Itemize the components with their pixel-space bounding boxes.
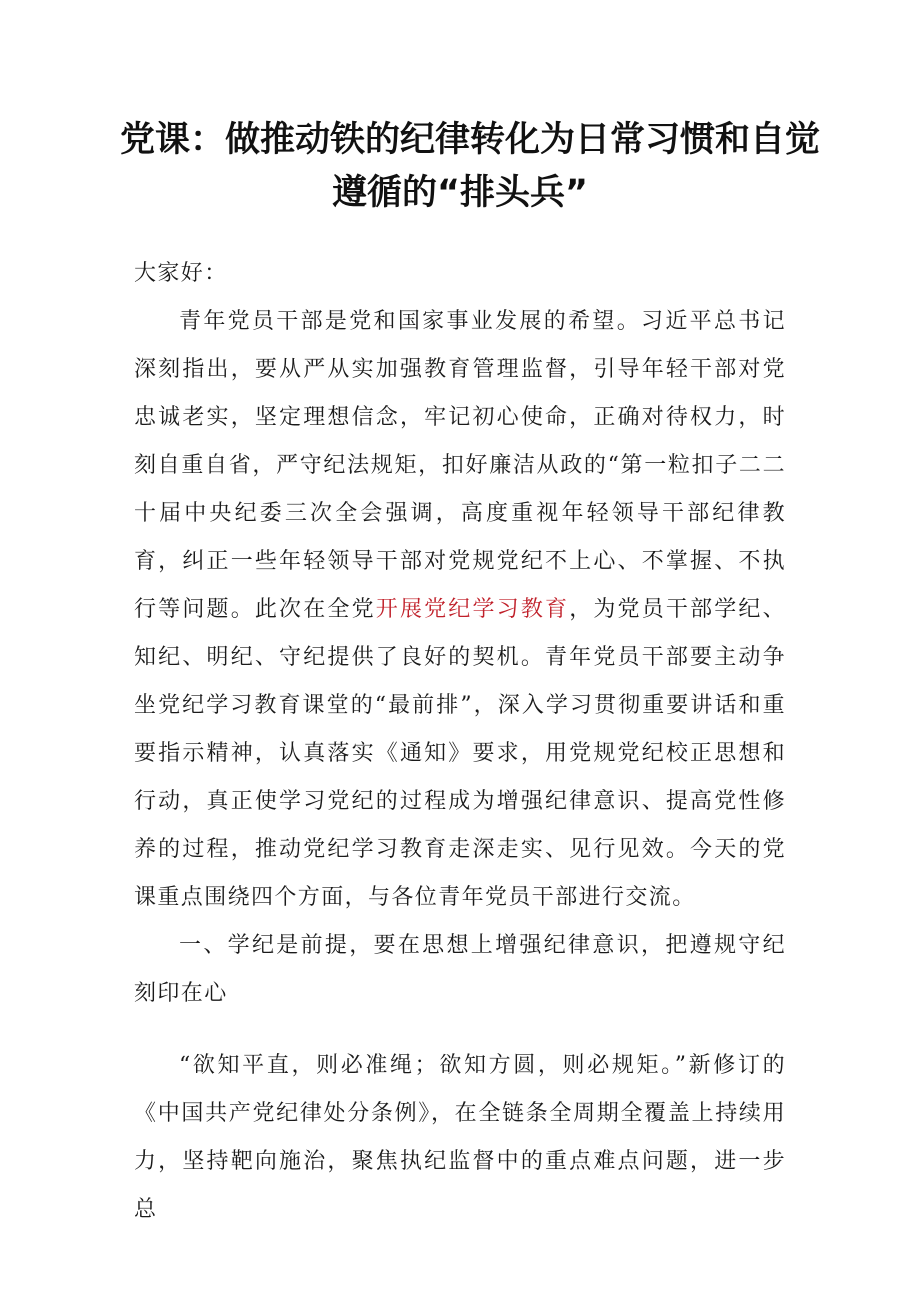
greeting: 大家好： [134, 261, 228, 286]
paragraph-intro [134, 298, 786, 922]
paragraph-intro-text-before: 青年党员干部是党和国家事业发展的希望。习近平总书记深刻指出，要从严从实加强教育管理监督，引导年轻干部对党忠诚老实，坚定理想信念，牢记初心使命，正确对待权力，时刻自重自省，严守纪法规矩，扣好廉洁从政的“第一粒扣子二二十届中央纪委三次全会强调，高度重视年轻领导干部纪律教育，纠正一些年轻领导干部对党规党纪不上心、不掌握、不执行等问题。此次在全党 [134, 309, 786, 622]
highlighted-phrase: 开展党纪学习教育 [375, 597, 570, 622]
section-heading-1: 一、学纪是前提，要在思想上增强纪律意识，把遵规守纪刻印在心 [134, 933, 786, 1006]
document-title-line-1: 党课：做推动铁的纪律转化为日常习惯和自觉 [120, 120, 821, 160]
paragraph-section-1: “欲知平直，则必准绳；欲知方圆，则必规矩。”新修订的《中国共产党纪律处分条例》，在全链条全周期全覆盖上持续用力，坚持靶向施治，聚焦执纪监督中的重点难点问题，进一步总 [134, 1053, 786, 1222]
paragraph-intro-text-after: ，为党员干部学纪、知纪、明纪、守纪提供了良好的契机。青年党员干部要主动争坐党纪学习教育课堂的“最前排”，深入学习贯彻重要讲话和重要指示精神，认真落实《通知》要求，用党规党纪校正思想和行动，真正使学习党纪的过程成为增强纪律意识、提高党性修养的过程，推动党纪学习教育走深走实、见行见效。今天的党课重点围绕四个方面，与各位青年党员干部进行交流。 [134, 597, 786, 910]
document-title-line-2: 遵循的“排头兵” [331, 173, 588, 213]
